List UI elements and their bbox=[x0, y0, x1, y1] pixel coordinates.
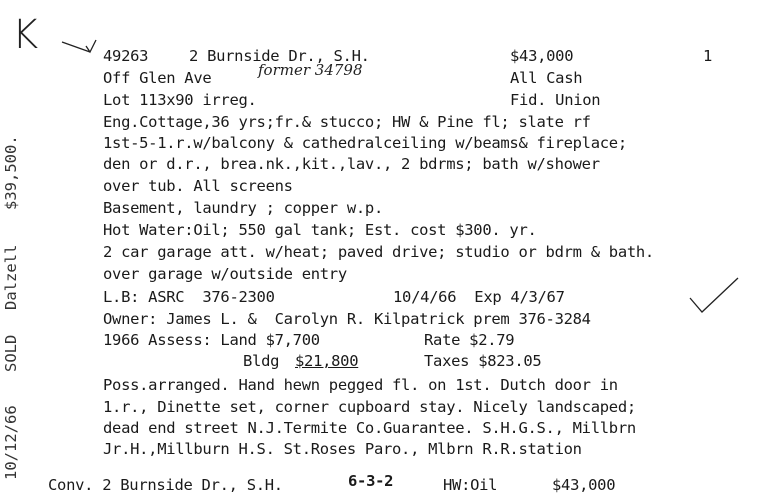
corner-mark: K bbox=[12, 12, 39, 58]
terms: All Cash bbox=[510, 69, 583, 87]
remarks-line: dead end street N.J.Termite Co.Guarantee. S.H.G.S., Millbrn bbox=[103, 419, 636, 437]
description-line: den or d.r., brea.nk.,kit.,lav., 2 bdrms; bath w/shower bbox=[103, 155, 600, 173]
description-line: Eng.Cottage,36 yrs;fr.& stucco; HW & Pine fl; slate rf bbox=[103, 113, 591, 131]
street-hint: Off Glen Ave bbox=[103, 69, 212, 87]
remarks-line: Poss.arranged. Hand hewn pegged fl. on 1st. Dutch door in bbox=[103, 376, 618, 394]
handwritten-note: former 34798 bbox=[258, 61, 363, 79]
remarks-line: 1.r., Dinette set, corner cupboard stay. Nicely landscaped; bbox=[103, 398, 636, 416]
listing-price: $43,000 bbox=[510, 47, 574, 65]
bank: Fid. Union bbox=[510, 91, 601, 109]
listing-address: 2 Burnside Dr., S.H. bbox=[189, 47, 370, 65]
sold-sidebar bbox=[2, 100, 26, 480]
description-line: Basement, laundry ; copper w.p. bbox=[103, 199, 383, 217]
remarks-line: Jr.H.,Millburn H.S. St.Roses Paro., Mlbrn R.R.station bbox=[103, 440, 582, 458]
assessment-land: 1966 Assess: Land $7,700 bbox=[103, 331, 320, 349]
footer-heat: HW:Oil bbox=[443, 476, 498, 494]
owner-line: Owner: James L. & Carolyn R. Kilpatrick prem 376-3284 bbox=[103, 310, 591, 328]
assessment-bldg-value: $21,800 bbox=[295, 352, 359, 370]
description-line: over garage w/outside entry bbox=[103, 265, 347, 283]
footer-code: 6-3-2 bbox=[348, 472, 394, 490]
sold-status: SOLD bbox=[2, 334, 20, 372]
sold-agent: Dalzell bbox=[2, 244, 20, 310]
taxes: Taxes $823.05 bbox=[424, 352, 542, 370]
check-mark-icon bbox=[688, 276, 742, 316]
description-line: 1st-5-1.r.w/balcony & cathedralceiling w/beams& fireplace; bbox=[103, 134, 627, 152]
listing-dates: 10/4/66 Exp 4/3/67 bbox=[393, 288, 565, 306]
listing-broker: L.B: ASRC 376-2300 bbox=[103, 288, 275, 306]
footer-price: $43,000 bbox=[552, 476, 616, 494]
sold-price: $39,500. bbox=[2, 135, 20, 210]
lot-size: Lot 113x90 irreg. bbox=[103, 91, 257, 109]
sold-date: 10/12/66 bbox=[2, 405, 20, 480]
description-line: over tub. All screens bbox=[103, 177, 293, 195]
tax-rate: Rate $2.79 bbox=[424, 331, 515, 349]
description-line: Hot Water:Oil; 550 gal tank; Est. cost $300. yr. bbox=[103, 221, 537, 239]
footer-address: Conv. 2 Burnside Dr., S.H. bbox=[48, 476, 283, 494]
listing-number: 49263 bbox=[103, 47, 149, 65]
assessment-bldg-label: Bldg bbox=[243, 352, 280, 370]
description-line: 2 car garage att. w/heat; paved drive; studio or bdrm & bath. bbox=[103, 243, 654, 261]
check-mark-icon bbox=[60, 38, 102, 60]
page-number: 1 bbox=[703, 47, 713, 65]
